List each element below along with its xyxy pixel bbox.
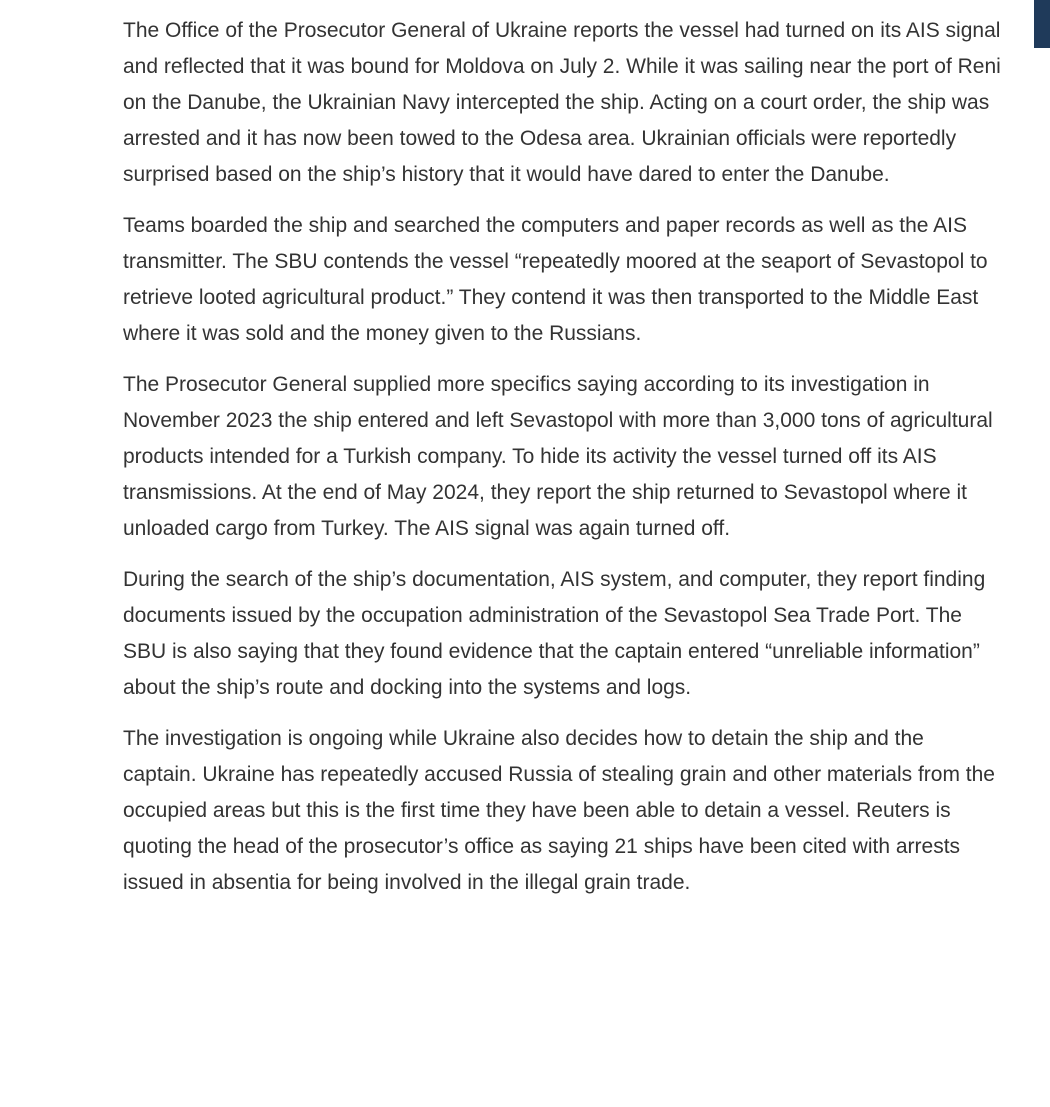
article-paragraph-5: The investigation is ongoing while Ukraine also decides how to detain the ship and the captain. Ukraine has repeatedly accused Russia of stealing grain and other materials from the occupied areas but this is the first time they have been able to detain a vessel. Reuters is quoting the head of the prosecutor’s office as saying 21 ships have been cited with arrests issued in absentia for being involved in the illegal grain trade. — [123, 727, 995, 894]
article-body — [123, 13, 1003, 916]
article-paragraph-4: During the search of the ship’s documentation, AIS system, and computer, they report finding documents issued by the occupation administration of the Sevastopol Sea Trade Port. The SBU is also saying that they found evidence that the captain entered “unreliable information” about the ship’s route and docking into the systems and logs. — [123, 568, 986, 699]
side-tab-button[interactable] — [1034, 0, 1050, 48]
article-paragraph-1: The Office of the Prosecutor General of Ukraine reports the vessel had turned on its AIS signal and reflected that it was bound for Moldova on July 2. While it was sailing near the port of Reni on the Danube, the Ukrainian Navy intercepted the ship. Acting on a court order, the ship was arrested and it has now been towed to the Odesa area. Ukrainian officials were reportedly surprised based on the ship’s history that it would have dared to enter the Danube. — [123, 19, 1001, 186]
article-paragraph-2: Teams boarded the ship and searched the computers and paper records as well as the AIS transmitter. The SBU contends the vessel “repeatedly moored at the seaport of Sevastopol to retrieve looted agricultural product.” They contend it was then transported to the Middle East where it was sold and the money given to the Russians. — [123, 214, 988, 345]
article-paragraph-3: The Prosecutor General supplied more specifics saying according to its investigation in November 2023 the ship entered and left Sevastopol with more than 3,000 tons of agricultural products intended for a Turkish company. To hide its activity the vessel turned off its AIS transmissions. At the end of May 2024, they report the ship returned to Sevastopol where it unloaded cargo from Turkey. The AIS signal was again turned off. — [123, 373, 993, 540]
